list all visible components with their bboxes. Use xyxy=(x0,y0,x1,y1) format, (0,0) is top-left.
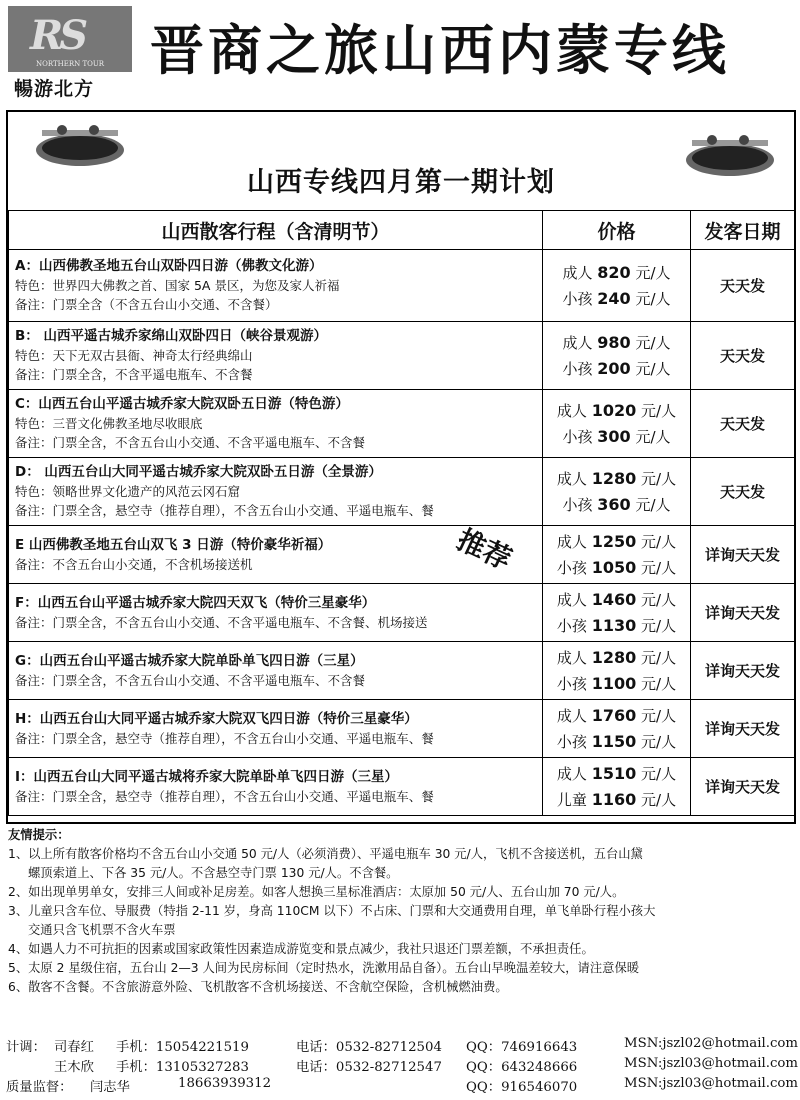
departure-cell: 天天发 xyxy=(691,250,795,322)
child-price: 小孩 360 元/人 xyxy=(562,494,671,514)
route-detail: 备注：门票全含，悬空寺（推荐自理），不含五台山小交通、平遥电瓶车、餐 xyxy=(15,788,434,804)
page-title: 晋商之旅山西内蒙专线 xyxy=(150,18,730,82)
table-row xyxy=(9,758,795,816)
route-detail: 特色：三晋文化佛教圣地尽收眼底 xyxy=(15,416,203,431)
adult-price: 成人 1460 元/人 xyxy=(556,589,677,609)
route-cell xyxy=(9,700,543,758)
plan-title: 山西专线四月第一期计划 xyxy=(247,167,555,198)
contact-role: 计调： xyxy=(6,1040,46,1055)
recommend-stamp: 推荐 xyxy=(451,522,517,577)
contact-row xyxy=(6,1036,799,1056)
contact-row xyxy=(6,1056,799,1076)
route-cell xyxy=(9,458,543,526)
route-detail: 特色：世界四大佛教之首、国家 5A 景区，为您及家人祈福 xyxy=(15,278,340,293)
route-name: A：山西佛教圣地五台山双卧四日游（佛教文化游） xyxy=(15,258,323,274)
route-detail: 特色：天下无双古县衙、神奇太行经典绵山 xyxy=(15,348,253,363)
child-price: 小孩 1050 元/人 xyxy=(556,557,677,577)
column-header-price: 价格 xyxy=(543,211,691,250)
contact-qq: QQ：916546070 xyxy=(466,1080,578,1095)
route-detail: 备注：门票全含，不含五台山小交通、不含平遥电瓶车、不含餐 xyxy=(15,435,366,450)
price-cell xyxy=(543,526,691,584)
table-row xyxy=(9,390,795,458)
route-detail: 备注：门票全含，不含五台山小交通、不含平遥电瓶车、不含餐 xyxy=(15,672,366,688)
tips-line: 螺顶索道上、下各 35 元/人。不含悬空寺门票 130 元/人。不含餐。 xyxy=(28,866,399,880)
child-price: 小孩 1150 元/人 xyxy=(556,731,677,751)
child-price: 小孩 200 元/人 xyxy=(562,358,671,378)
tips-line: 5、太原 2 星级住宿，五台山 2—3 人间为民房标间（定时热水，洗漱用品自备）。五台山早晚温差较大，请注意保暖 xyxy=(8,961,640,975)
column-header-route: 山西散客行程（含清明节） xyxy=(9,211,543,250)
contact-name: 王木欣 xyxy=(54,1060,94,1075)
contact-name: 闫志华 xyxy=(90,1080,130,1095)
column-header-date: 发客日期 xyxy=(691,211,795,250)
logo-subtitle: NORTHERN TOUR xyxy=(35,60,105,68)
route-name: D： 山西五台山大同平遥古城乔家大院双卧五日游（全景游） xyxy=(15,464,382,480)
brand-name: 暢游北方 xyxy=(14,78,95,100)
departure-cell: 详询天天发 xyxy=(691,584,795,642)
departure-cell: 详询天天发 xyxy=(691,526,795,584)
route-cell xyxy=(9,758,543,816)
contact-name: 司春红 xyxy=(54,1040,94,1055)
adult-price: 成人 1510 元/人 xyxy=(556,763,677,783)
table-row xyxy=(9,642,795,700)
adult-price: 成人 980 元/人 xyxy=(562,332,671,352)
contact-row xyxy=(6,1076,799,1096)
contact-qq: QQ：746916643 xyxy=(466,1040,578,1055)
route-name: H：山西五台山大同平遥古城乔家大院双飞四日游（特价三星豪华） xyxy=(15,710,418,727)
price-cell xyxy=(543,322,691,390)
route-name: C：山西五台山平遥古城乔家大院双卧五日游（特色游） xyxy=(15,396,349,412)
route-cell xyxy=(9,322,543,390)
child-price: 小孩 1100 元/人 xyxy=(556,673,677,693)
contact-phone: 电话：0532-82712547 xyxy=(296,1060,442,1075)
adult-price: 成人 820 元/人 xyxy=(562,262,671,282)
table-header-row xyxy=(9,211,795,250)
table-row xyxy=(9,250,795,322)
child-price: 小孩 240 元/人 xyxy=(562,288,671,308)
price-cell xyxy=(543,250,691,322)
departure-cell: 天天发 xyxy=(691,390,795,458)
tips-line: 3、儿童只含车位、导服费（特指 2-11 岁，身高 110CM 以下）不占床、门票和大交通费用自理，单飞单卧行程小孩大 xyxy=(8,904,656,918)
logo-mark: RS xyxy=(30,12,85,59)
route-detail: 备注：门票全含，不含五台山小交通、不含平遥电瓶车、不含餐、机场接送 xyxy=(15,614,428,630)
table-row xyxy=(9,700,795,758)
route-cell xyxy=(9,584,543,642)
price-cell xyxy=(543,584,691,642)
route-cell xyxy=(9,642,543,700)
adult-price: 成人 1280 元/人 xyxy=(556,647,677,667)
adult-price: 成人 1250 元/人 xyxy=(556,531,677,551)
itinerary-table xyxy=(8,210,795,816)
tips-line: 6、散客不含餐。不含旅游意外险、飞机散客不含机场接送、不含航空保险，含机械燃油费。 xyxy=(8,980,508,994)
contact-qq: QQ：643248666 xyxy=(466,1060,578,1075)
contact-msn: MSN:jszl02@hotmail.com xyxy=(624,1036,799,1051)
contact-mobile: 手机：13105327283 xyxy=(116,1060,249,1075)
child-price: 小孩 300 元/人 xyxy=(562,426,671,446)
departure-cell: 天天发 xyxy=(691,322,795,390)
route-detail: 备注：不含五台山小交通，不含机场接送机 xyxy=(15,556,253,572)
company-logo xyxy=(8,6,132,72)
tips-line: 1、以上所有散客价格均不含五台山小交通 50 元/人（必须消费）、平遥电瓶车 30 元/人，飞机不含接送机，五台山黛 xyxy=(8,847,643,861)
contact-msn: MSN:jszl03@hotmail.com xyxy=(624,1056,799,1071)
route-name: E 山西佛教圣地五台山双飞 3 日游（特价豪华祈福） xyxy=(15,536,332,553)
departure-cell: 天天发 xyxy=(691,458,795,526)
contacts-section xyxy=(6,1036,799,1096)
adult-price: 成人 1280 元/人 xyxy=(556,468,677,488)
adult-price: 成人 1020 元/人 xyxy=(556,400,677,420)
price-cell xyxy=(543,458,691,526)
table-row xyxy=(9,458,795,526)
table-row xyxy=(9,526,795,584)
price-cell xyxy=(543,758,691,816)
table-row xyxy=(9,322,795,390)
route-name: F：山西五台山平遥古城乔家大院四天双飞（特价三星豪华） xyxy=(15,594,376,611)
route-detail: 特色：领略世界文化遗产的风范云冈石窟 xyxy=(15,484,241,499)
price-cell xyxy=(543,390,691,458)
route-name: B： 山西平遥古城乔家绵山双卧四日（峡谷景观游） xyxy=(15,328,327,344)
contact-mobile: 手机：15054221519 xyxy=(116,1040,249,1055)
contact-role: 质量监督： xyxy=(6,1080,73,1095)
child-price: 儿童 1160 元/人 xyxy=(556,789,677,809)
route-detail: 备注：门票全含，悬空寺（推荐自理），不含五台山小交通、平遥电瓶车、餐 xyxy=(15,503,434,518)
itinerary-box xyxy=(6,110,796,824)
table-row xyxy=(9,584,795,642)
tips-line: 2、如出现单男单女，安排三人间或补足房差。如客人想换三星标准酒店：太原加 50 元/人、五台山加 70 元/人。 xyxy=(8,885,625,899)
tips-line: 4、如遇人力不可抗拒的因素或国家政策性因素造成游览变和景点减少，我社只退还门票差额，不承担责任。 xyxy=(8,942,594,956)
departure-cell: 详询天天发 xyxy=(691,700,795,758)
route-detail: 备注：门票全含（不含五台山小交通、不含餐） xyxy=(15,297,278,312)
departure-cell: 详询天天发 xyxy=(691,642,795,700)
price-cell xyxy=(543,642,691,700)
contact-msn: MSN:jszl03@hotmail.com xyxy=(624,1076,799,1091)
adult-price: 成人 1760 元/人 xyxy=(556,705,677,725)
route-cell xyxy=(9,250,543,322)
route-detail: 备注：门票全含，悬空寺（推荐自理），不含五台山小交通、平遥电瓶车、餐 xyxy=(15,730,434,746)
tips-title: 友情提示： xyxy=(8,828,70,842)
departure-cell: 详询天天发 xyxy=(691,758,795,816)
route-cell xyxy=(9,390,543,458)
route-name: I：山西五台山大同平遥古城将乔家大院单卧单飞四日游（三星） xyxy=(15,768,399,785)
price-cell xyxy=(543,700,691,758)
tips-line: 交通只含飞机票不含火车票 xyxy=(28,923,176,937)
child-price: 小孩 1130 元/人 xyxy=(556,615,677,635)
route-name: G：山西五台山平遥古城乔家大院单卧单飞四日游（三星） xyxy=(15,652,364,669)
tips-section xyxy=(8,826,792,997)
contact-mobile: 18663939312 xyxy=(178,1076,272,1091)
route-detail: 备注：门票全含，不含平遥电瓶车、不含餐 xyxy=(15,367,253,382)
contact-phone: 电话：0532-82712504 xyxy=(296,1040,442,1055)
